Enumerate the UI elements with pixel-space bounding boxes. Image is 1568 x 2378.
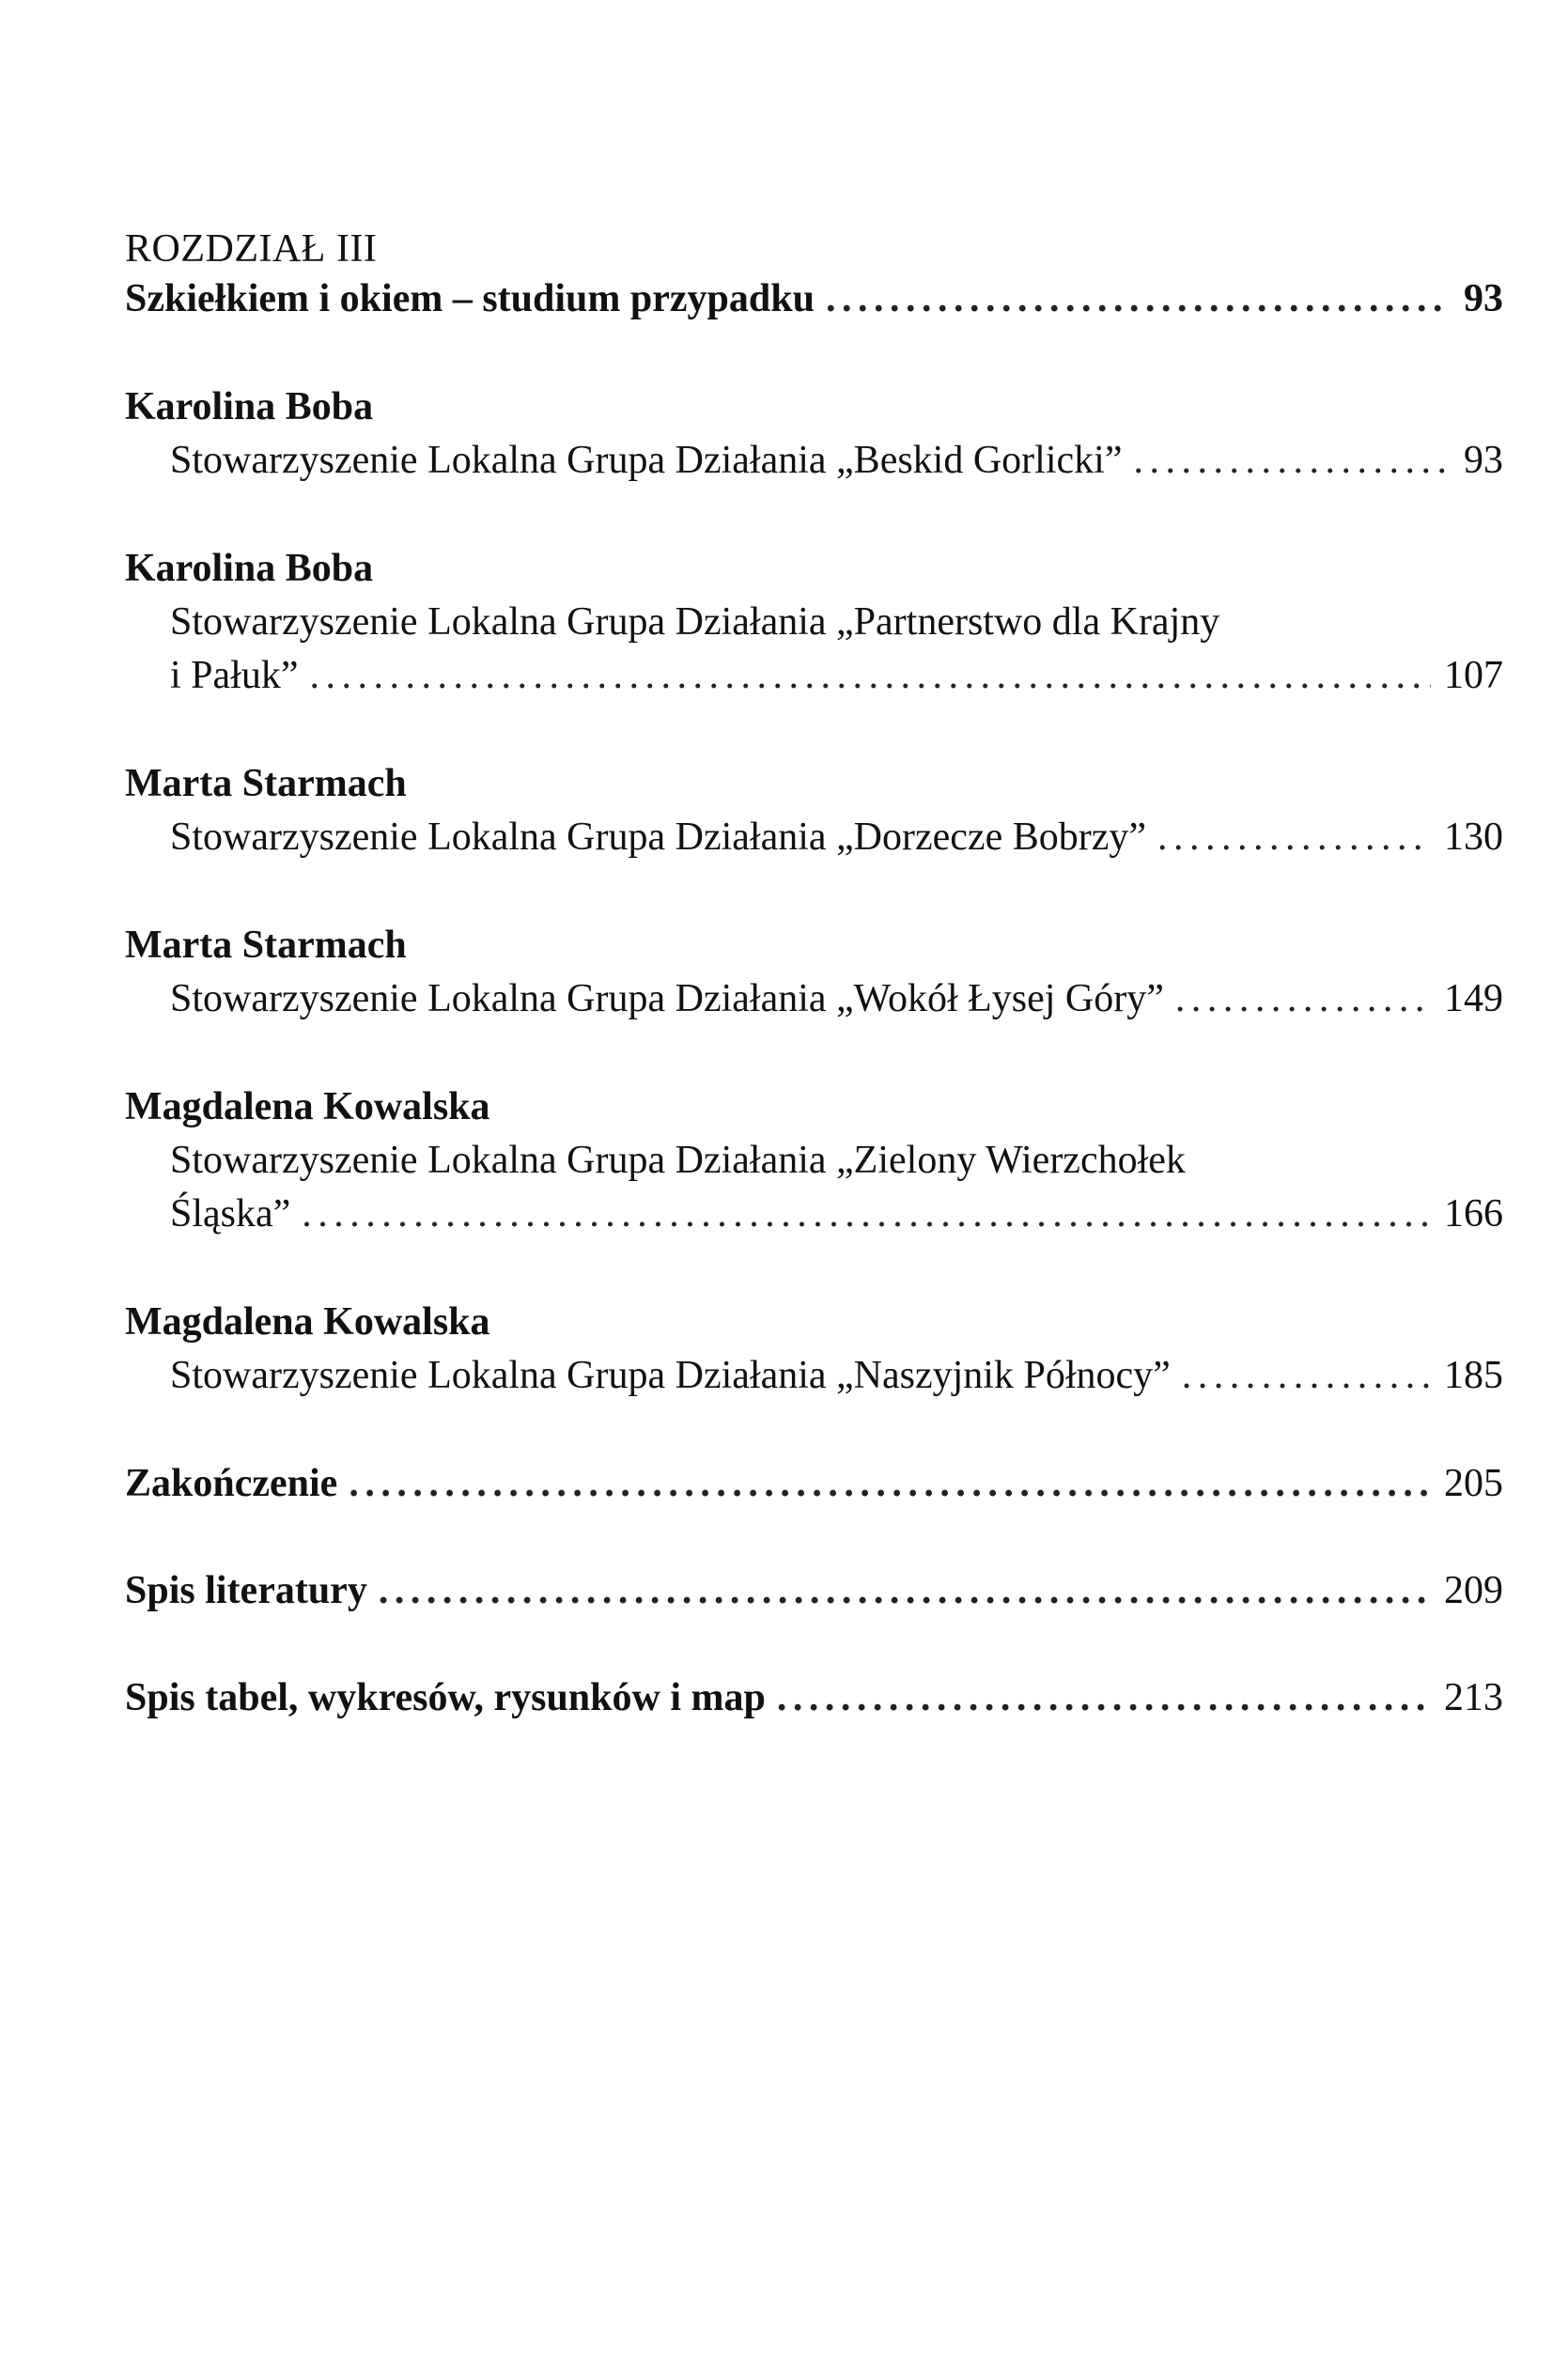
page-number: 209 [1444,1569,1503,1612]
page-number: 93 [1464,439,1503,482]
page-number: 107 [1444,654,1503,697]
toc-entry [125,757,1503,864]
dot-leader [1175,972,1431,1026]
entry-title: Stowarzyszenie Lokalna Grupa Działania „Naszyjnik Północy” [170,1354,1171,1397]
entry-author: Marta Starmach [125,924,407,967]
section-title: Zakończenie [125,1462,338,1505]
entry-author: Magdalena Kowalska [125,1300,490,1344]
toc-entry [125,1080,1503,1241]
dot-leader [309,649,1431,703]
entry-title-line: Stowarzyszenie Lokalna Grupa Działania „Zielony Wierzchołek [170,1139,1186,1182]
section-row-bibliography [125,1564,1503,1618]
table-of-contents [125,225,1503,1725]
entry-title-row [170,972,1503,1026]
section-row-figures-list [125,1671,1503,1725]
section-row-conclusion [125,1457,1503,1511]
chapter-title-row [125,272,1503,326]
dot-leader [379,1564,1431,1618]
toc-entry [125,919,1503,1026]
entry-title: Stowarzyszenie Lokalna Grupa Działania „Dorzecze Bobrzy” [170,816,1146,859]
entry-title: Stowarzyszenie Lokalna Grupa Działania „Beskid Gorlicki” [170,439,1123,482]
page-number: 130 [1444,816,1503,859]
entry-title-row [170,434,1503,488]
page-number: 185 [1444,1354,1503,1397]
dot-leader [302,1188,1431,1241]
toc-section [125,1564,1503,1618]
page-number: 149 [1444,977,1503,1020]
page-number: 166 [1444,1192,1503,1236]
page-number: 205 [1444,1462,1503,1505]
dot-leader [349,1457,1431,1511]
dot-leader [1182,1349,1431,1403]
toc-entry [125,1296,1503,1403]
toc-entry [125,381,1503,488]
entry-author: Magdalena Kowalska [125,1085,490,1128]
entry-title-row [170,1349,1503,1403]
toc-entry [125,542,1503,703]
toc-section [125,1671,1503,1725]
page-number: 213 [1444,1676,1503,1719]
page-number: 93 [1464,277,1503,320]
dot-leader [826,272,1451,326]
section-title: Spis literatury [125,1569,367,1612]
chapter-block [125,225,1503,326]
chapter-label: ROZDZIAŁ III [125,227,378,271]
entry-title-line: Stowarzyszenie Lokalna Grupa Działania „Partnerstwo dla Krajny [170,600,1220,644]
entry-title-continuation: Śląska” [170,1192,291,1236]
entry-author: Marta Starmach [125,762,407,805]
entry-title-row [170,1188,1503,1241]
entry-title-continuation: i Pałuk” [170,654,299,697]
entry-title-row [170,649,1503,703]
entry-author: Karolina Boba [125,547,374,590]
dot-leader [1157,811,1431,864]
entry-author: Karolina Boba [125,385,374,428]
toc-section [125,1457,1503,1511]
entry-title: Stowarzyszenie Lokalna Grupa Działania „Wokół Łysej Góry” [170,977,1164,1020]
dot-leader [777,1671,1431,1725]
section-title: Spis tabel, wykresów, rysunków i map [125,1676,766,1719]
entry-title-row [170,811,1503,864]
dot-leader [1133,434,1451,488]
chapter-title: Szkiełkiem i okiem – studium przypadku [125,277,815,320]
